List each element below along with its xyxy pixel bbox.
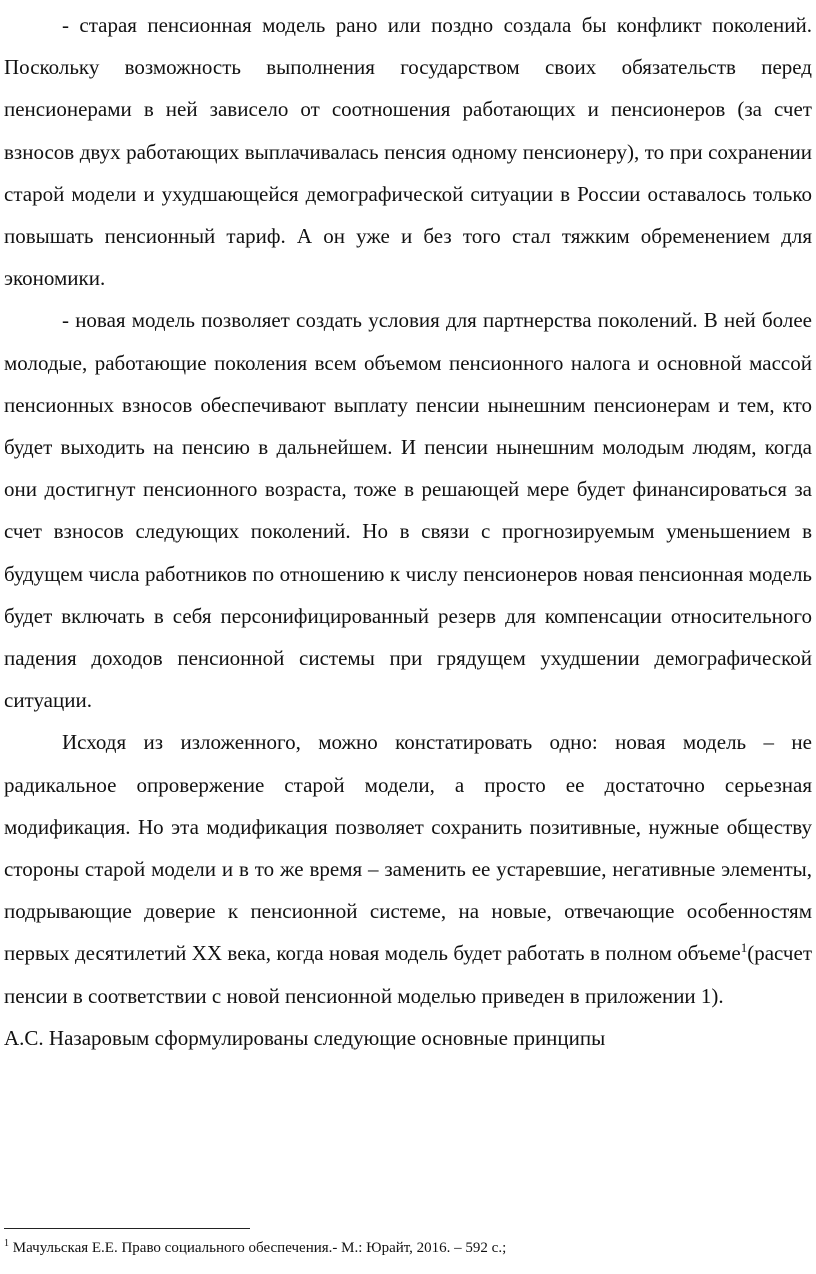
paragraph-conclusion-text: Исходя из изложенного, можно констатировать одно: новая модель – не радикальное опровержение старой модели, а просто ее достаточно серьезная модификация. Но эта модификация позволяет сохранить позитивные, нужные обществу стороны старой модели и в то же время – заменить ее устаревшие, негативные элементы, подрывающие доверие к пенсионной системе, на новые, отвечающие особенностям первых десятилетий XX века, когда новая модель будет работать в полном объеме xyxy=(4,730,812,966)
paragraph-old-model: - старая пенсионная модель рано или поздно создала бы конфликт поколений. Поскольку возможность выполнения государством своих обязательств перед пенсионерами в ней зависело от соотношения работающих и пенсионеров (за счет взносов двух работающих выплачивалась пенсия одному пенсионеру), то при сохранении старой модели и ухудшающейся демографической ситуации в России оставалось только повышать пенсионный тариф. А он уже и без того стал тяжким обременением для экономики. xyxy=(4,13,812,291)
footnote-text: Мачульская Е.Е. Право социального обеспечения.- М.: Юрайт, 2016. – 592 с.; xyxy=(9,1240,507,1256)
footnote-reference: 1 xyxy=(740,940,748,956)
footnote-marker: 1 xyxy=(4,1238,9,1249)
paragraph-new-model: - новая модель позволяет создать условия для партнерства поколений. В ней более молодые, работающие поколения всем объемом пенсионного налога и основной массой пенсионных взносов обеспечивают выплату пенсии нынешним пенсионерам и тем, кто будет выходить на пенсию в дальнейшем. И пенсии нынешним молодым людям, когда они достигнут пенсионного возраста, тоже в решающей мере будет финансироваться за счет взносов следующих поколений. Но в связи с прогнозируемым уменьшением в будущем числа работников по отношению к числу пенсионеров новая пенсионная модель будет включать в себя персонифицированный резерв для компенсации относительного падения доходов пенсионной системы при грядущем ухудшении демографической ситуации. xyxy=(4,308,812,713)
footnote-divider xyxy=(4,1228,250,1229)
body-text xyxy=(4,4,812,1059)
paragraph-principles: А.С. Назаровым сформулированы следующие основные принципы xyxy=(4,1025,606,1050)
paragraph-conclusion xyxy=(4,721,812,1016)
footnote xyxy=(4,1238,812,1258)
paragraph-conclusion-tail: (расчет пенсии в соответствии с новой пенсионной моделью приведен в приложении 1). xyxy=(4,941,812,1008)
